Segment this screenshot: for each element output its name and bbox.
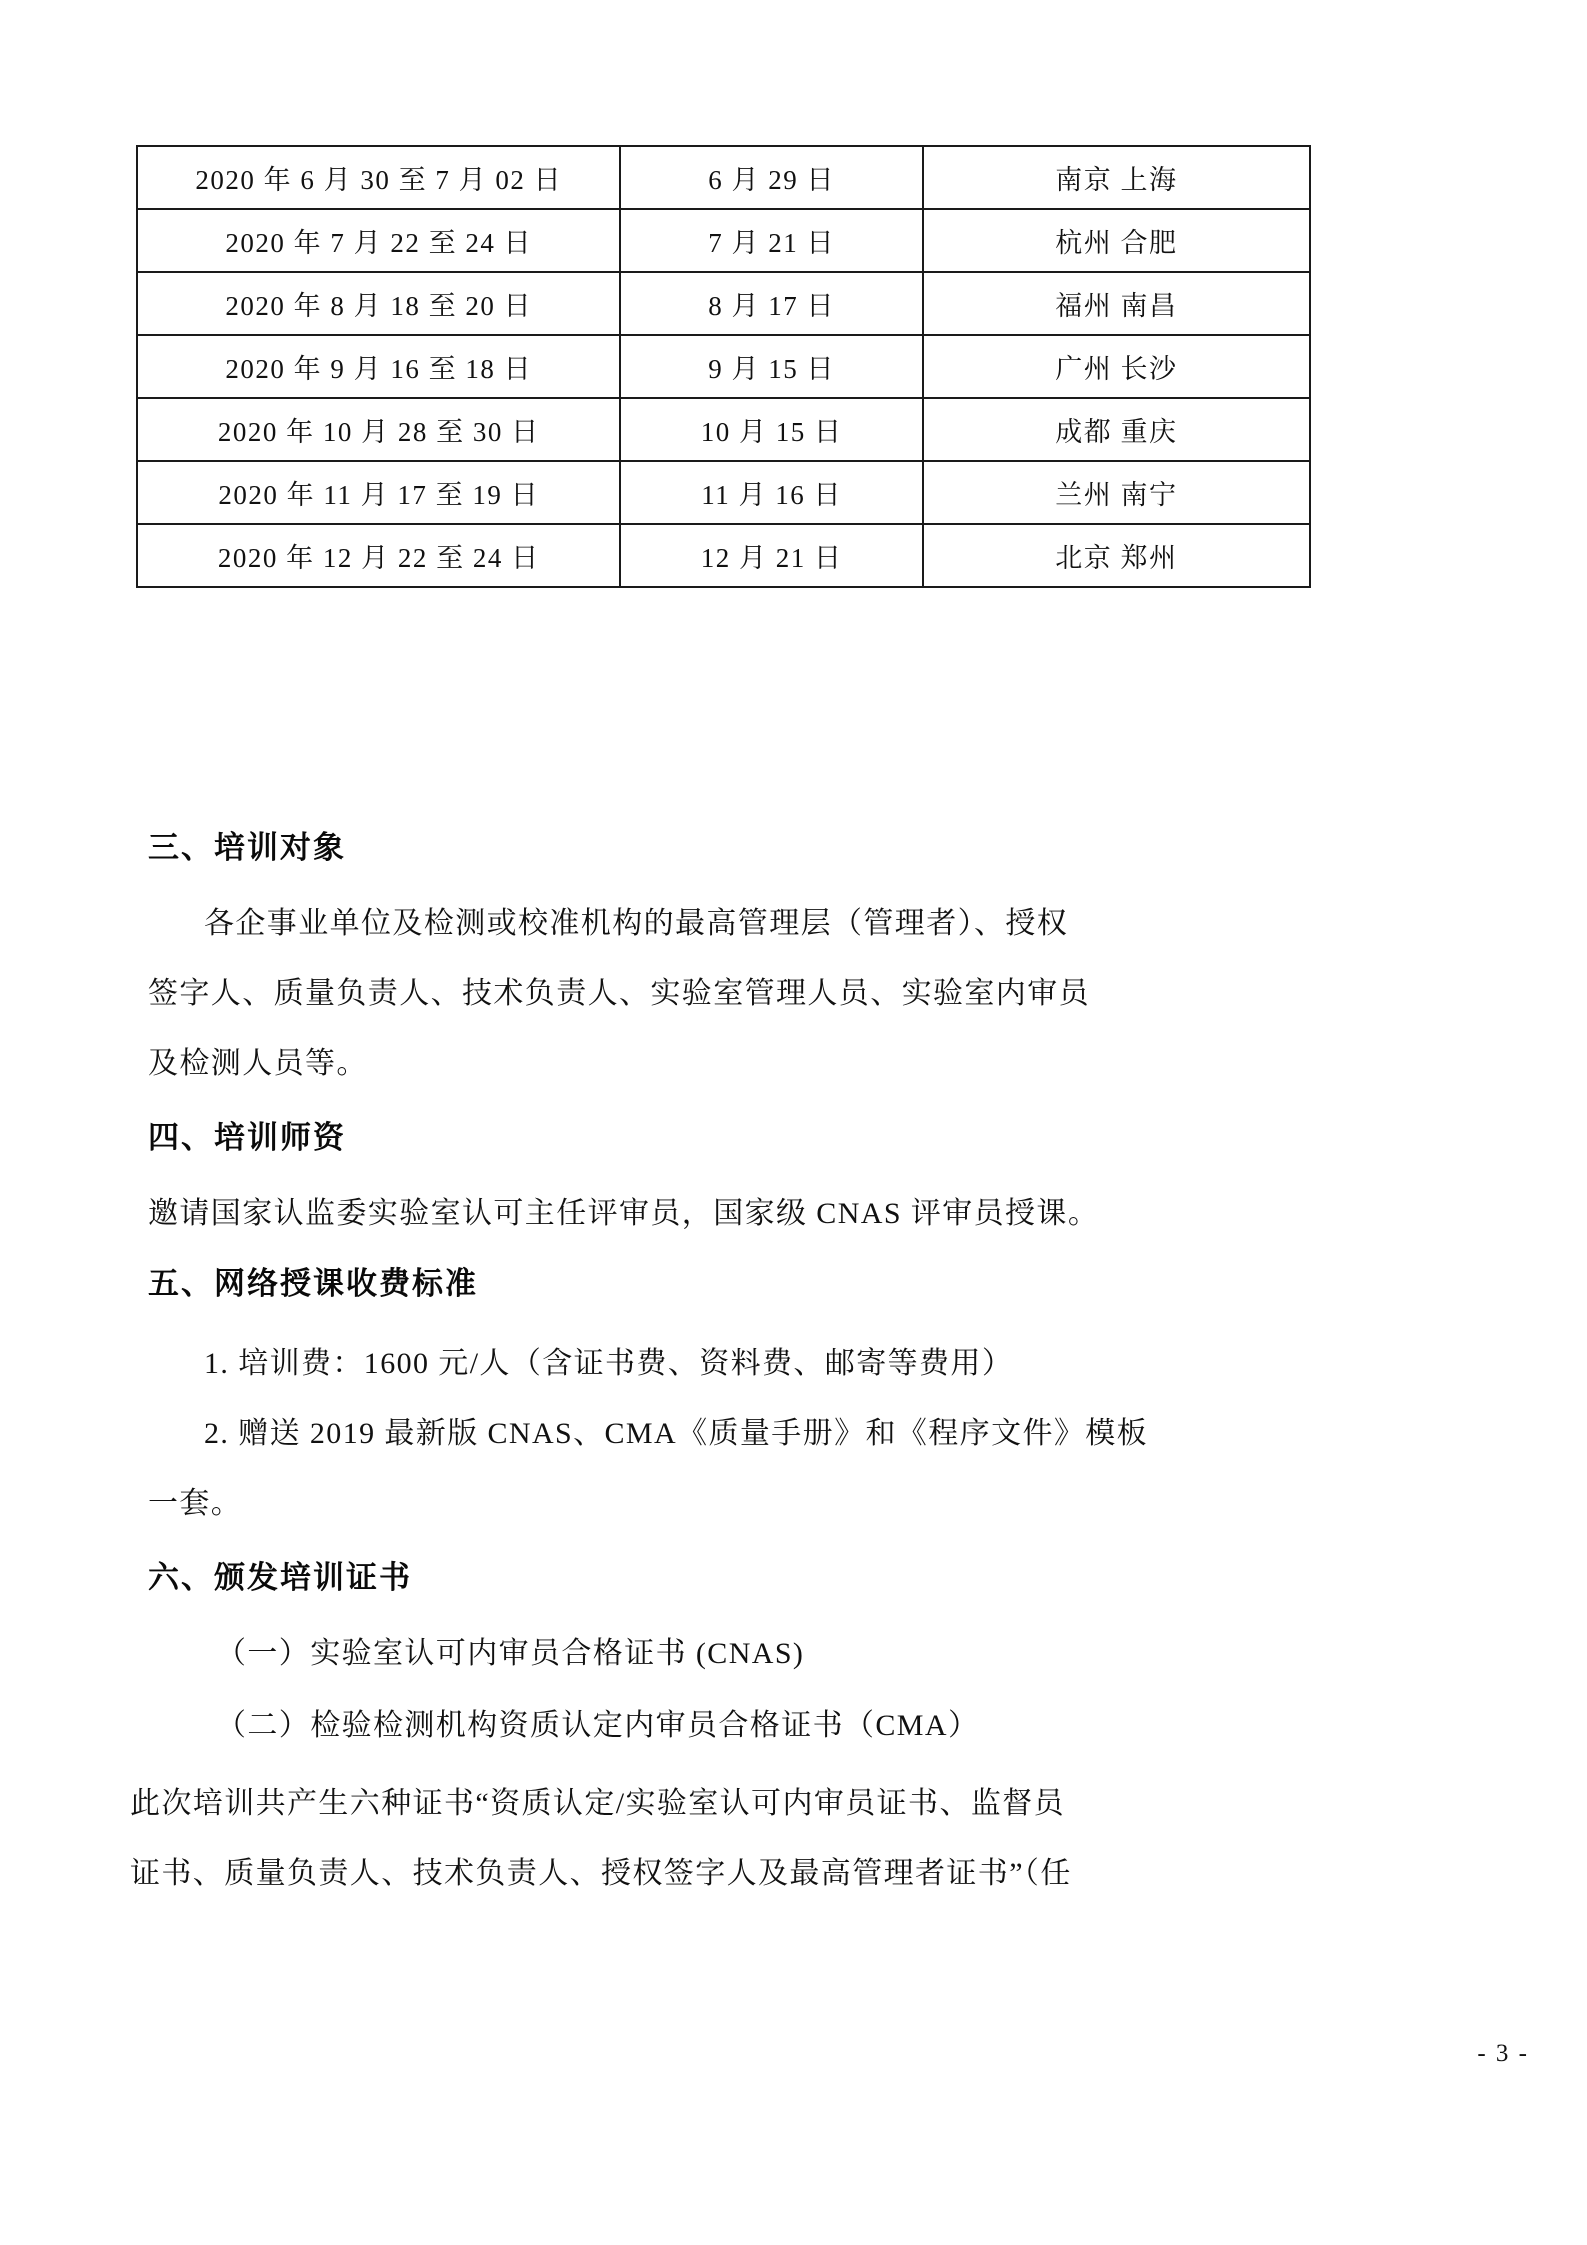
table-row bbox=[137, 272, 1310, 335]
cell-cities: 成都 重庆 bbox=[923, 398, 1310, 461]
page-number: - 3 - bbox=[1477, 2040, 1529, 2067]
cell-deadline: 8 月 17 日 bbox=[620, 272, 922, 335]
cell-dates: 2020 年 6 月 30 至 7 月 02 日 bbox=[137, 146, 620, 209]
training-schedule-table bbox=[136, 145, 1311, 588]
section-heading-training-audience: 三、培训对象 bbox=[148, 830, 346, 865]
table-row bbox=[137, 398, 1310, 461]
section5-fee-item2: 2. 赠送 2019 最新版 CNAS、CMA《质量手册》和《程序文件》模板 bbox=[204, 1417, 1149, 1450]
cell-dates: 2020 年 12 月 22 至 24 日 bbox=[137, 524, 620, 587]
cell-deadline: 11 月 16 日 bbox=[620, 461, 922, 524]
cell-deadline: 7 月 21 日 bbox=[620, 209, 922, 272]
section4-paragraph-line1: 邀请国家认监委实验室认可主任评审员，国家级 CNAS 评审员授课。 bbox=[148, 1197, 1100, 1230]
cell-deadline: 10 月 15 日 bbox=[620, 398, 922, 461]
cell-dates: 2020 年 10 月 28 至 30 日 bbox=[137, 398, 620, 461]
section5-fee-item2-cont: 一套。 bbox=[148, 1487, 243, 1520]
section6-paragraph-line1: 此次培训共产生六种证书“资质认定/实验室认可内审员证书、监督员 bbox=[130, 1787, 1066, 1820]
section-heading-training-faculty: 四、培训师资 bbox=[148, 1120, 346, 1155]
section3-paragraph-line3: 及检测人员等。 bbox=[148, 1047, 368, 1080]
table-row bbox=[137, 209, 1310, 272]
section6-paragraph-line2: 证书、质量负责人、技术负责人、授权签字人及最高管理者证书”（任 bbox=[130, 1857, 1072, 1890]
section6-certificate-item2: （二）检验检测机构资质认定内审员合格证书（CMA） bbox=[216, 1709, 980, 1742]
section3-paragraph-line2: 签字人、质量负责人、技术负责人、实验室管理人员、实验室内审员 bbox=[148, 977, 1090, 1010]
cell-deadline: 12 月 21 日 bbox=[620, 524, 922, 587]
table-row bbox=[137, 146, 1310, 209]
table-row bbox=[137, 461, 1310, 524]
cell-dates: 2020 年 11 月 17 至 19 日 bbox=[137, 461, 620, 524]
cell-cities: 北京 郑州 bbox=[923, 524, 1310, 587]
table-row bbox=[137, 524, 1310, 587]
cell-dates: 2020 年 9 月 16 至 18 日 bbox=[137, 335, 620, 398]
section3-paragraph-line1: 各企事业单位及检测或校准机构的最高管理层（管理者）、授权 bbox=[204, 907, 1069, 940]
cell-deadline: 9 月 15 日 bbox=[620, 335, 922, 398]
table-body bbox=[137, 146, 1310, 587]
cell-deadline: 6 月 29 日 bbox=[620, 146, 922, 209]
cell-cities: 福州 南昌 bbox=[923, 272, 1310, 335]
cell-dates: 2020 年 8 月 18 至 20 日 bbox=[137, 272, 620, 335]
section-heading-certificates: 六、颁发培训证书 bbox=[148, 1560, 412, 1595]
section6-certificate-item1: （一）实验室认可内审员合格证书 (CNAS) bbox=[216, 1637, 805, 1670]
cell-cities: 南京 上海 bbox=[923, 146, 1310, 209]
section-heading-online-course-fee: 五、网络授课收费标准 bbox=[148, 1266, 478, 1301]
cell-cities: 广州 长沙 bbox=[923, 335, 1310, 398]
cell-cities: 杭州 合肥 bbox=[923, 209, 1310, 272]
cell-cities: 兰州 南宁 bbox=[923, 461, 1310, 524]
section5-fee-item1: 1. 培训费：1600 元/人（含证书费、资料费、邮寄等费用） bbox=[204, 1347, 1014, 1380]
table-row bbox=[137, 335, 1310, 398]
cell-dates: 2020 年 7 月 22 至 24 日 bbox=[137, 209, 620, 272]
training-schedule-table-wrapper bbox=[136, 145, 1311, 588]
